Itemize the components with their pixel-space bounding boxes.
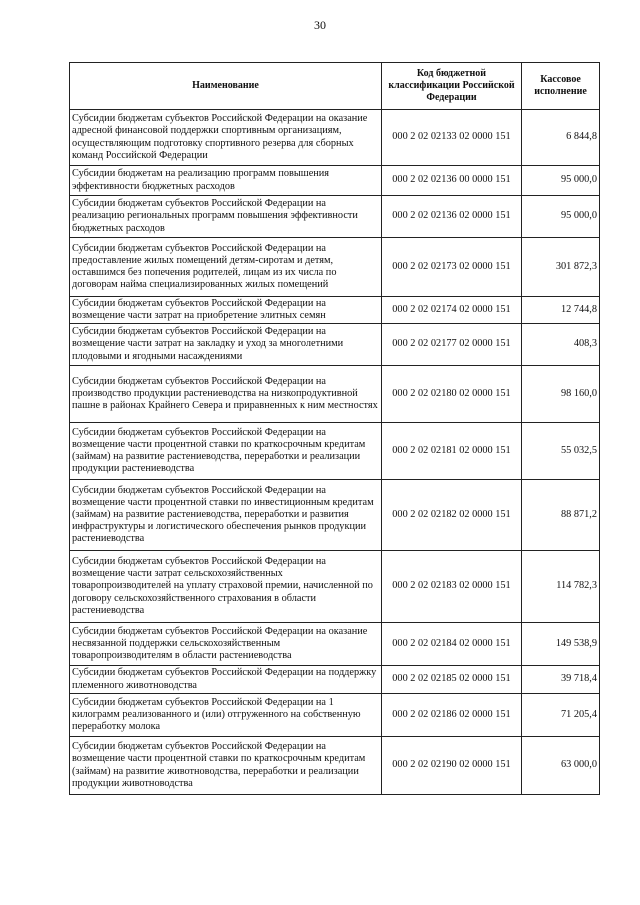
row-code: 000 2 02 02136 02 0000 151 (382, 196, 522, 238)
row-code: 000 2 02 02133 02 0000 151 (382, 110, 522, 166)
header-execution: Кассовое исполнение (522, 63, 600, 110)
row-name: Субсидии бюджетам субъектов Российской Федерации на возмещение части затрат на закладку и уход за многолетними плодовыми и ягодными насаждениями (70, 324, 382, 366)
row-name: Субсидии бюджетам субъектов Российской Федерации на производство продукции растениеводства на низкопродуктивной пашне в районах Крайнего Севера и приравненных к ним местностях (70, 366, 382, 423)
row-code: 000 2 02 02177 02 0000 151 (382, 324, 522, 366)
row-name: Субсидии бюджетам субъектов Российской Федерации на реализацию региональных программ повышения эффективности бюджетных расходов (70, 196, 382, 238)
row-value: 55 032,5 (522, 423, 600, 480)
row-name: Субсидии бюджетам субъектов Российской Федерации на поддержку племенного животноводства (70, 666, 382, 694)
table-row (70, 551, 600, 623)
row-value: 6 844,8 (522, 110, 600, 166)
table-row (70, 366, 600, 423)
row-code: 000 2 02 02185 02 0000 151 (382, 666, 522, 694)
row-code: 000 2 02 02136 00 0000 151 (382, 166, 522, 196)
row-code: 000 2 02 02173 02 0000 151 (382, 238, 522, 297)
row-value: 95 000,0 (522, 166, 600, 196)
row-value: 98 160,0 (522, 366, 600, 423)
row-code: 000 2 02 02180 02 0000 151 (382, 366, 522, 423)
row-value: 301 872,3 (522, 238, 600, 297)
budget-table (69, 62, 600, 795)
page-number: 30 (314, 18, 326, 32)
row-name: Субсидии бюджетам субъектов Российской Федерации на возмещение части процентной ставки по краткосрочным кредитам (займам) на развитие растениеводства, переработки и реализации продукции растениеводства (70, 423, 382, 480)
table-row (70, 196, 600, 238)
row-code: 000 2 02 02184 02 0000 151 (382, 623, 522, 666)
table-row (70, 694, 600, 737)
table-header (70, 63, 600, 110)
row-name: Субсидии бюджетам субъектов Российской Федерации на возмещение части затрат сельскохозяйственных товаропроизводителей на уплату страховой премии, начисленной по договору сельскохозяйственного страхования в области растениеводства (70, 551, 382, 623)
table-row (70, 480, 600, 551)
row-value: 12 744,8 (522, 297, 600, 324)
row-name: Субсидии бюджетам субъектов Российской Федерации на оказание адресной финансовой поддержки спортивным организациям, осуществляющим подготовку спортивного резерва для сборных команд Российской Федерации (70, 110, 382, 166)
table-row (70, 666, 600, 694)
table-row (70, 297, 600, 324)
row-value: 63 000,0 (522, 737, 600, 795)
row-name: Субсидии бюджетам субъектов Российской Федерации на возмещение части процентной ставки по краткосрочным кредитам (займам) на развитие животноводства, переработки и реализации продукции животноводства (70, 737, 382, 795)
row-value: 39 718,4 (522, 666, 600, 694)
row-name: Субсидии бюджетам субъектов Российской Федерации на предоставление жилых помещений детям-сиротам и детям, оставшимся без попечения родителей, лицам из их числа по договорам найма специализированных жилых помещений (70, 238, 382, 297)
row-code: 000 2 02 02190 02 0000 151 (382, 737, 522, 795)
row-code: 000 2 02 02183 02 0000 151 (382, 551, 522, 623)
row-code: 000 2 02 02186 02 0000 151 (382, 694, 522, 737)
row-name: Субсидии бюджетам на реализацию программ повышения эффективности бюджетных расходов (70, 166, 382, 196)
table-body (70, 110, 600, 795)
table-row (70, 166, 600, 196)
header-row (70, 63, 600, 110)
row-name: Субсидии бюджетам субъектов Российской Федерации на возмещение части затрат на приобретение элитных семян (70, 297, 382, 324)
row-name: Субсидии бюджетам субъектов Российской Федерации на возмещение части процентной ставки по инвестиционным кредитам (займам) на развитие растениеводства, переработки и развития инфраструктуры и логистического обеспечения рынков продукции растениеводства (70, 480, 382, 551)
row-code: 000 2 02 02181 02 0000 151 (382, 423, 522, 480)
row-value: 88 871,2 (522, 480, 600, 551)
row-value: 114 782,3 (522, 551, 600, 623)
row-value: 149 538,9 (522, 623, 600, 666)
header-name: Наименование (70, 63, 382, 110)
table-row (70, 324, 600, 366)
table-row (70, 423, 600, 480)
row-code: 000 2 02 02182 02 0000 151 (382, 480, 522, 551)
row-value: 71 205,4 (522, 694, 600, 737)
table-row (70, 737, 600, 795)
row-value: 408,3 (522, 324, 600, 366)
row-value: 95 000,0 (522, 196, 600, 238)
table-row (70, 238, 600, 297)
table-row (70, 623, 600, 666)
row-name: Субсидии бюджетам субъектов Российской Федерации на оказание несвязанной поддержки сельскохозяйственным товаропроизводителям в области растениеводства (70, 623, 382, 666)
row-name: Субсидии бюджетам субъектов Российской Федерации на 1 килограмм реализованного и (или) отгруженного на собственную переработку молока (70, 694, 382, 737)
header-code: Код бюджетной классификации Российской Федерации (382, 63, 522, 110)
table-row (70, 110, 600, 166)
row-code: 000 2 02 02174 02 0000 151 (382, 297, 522, 324)
